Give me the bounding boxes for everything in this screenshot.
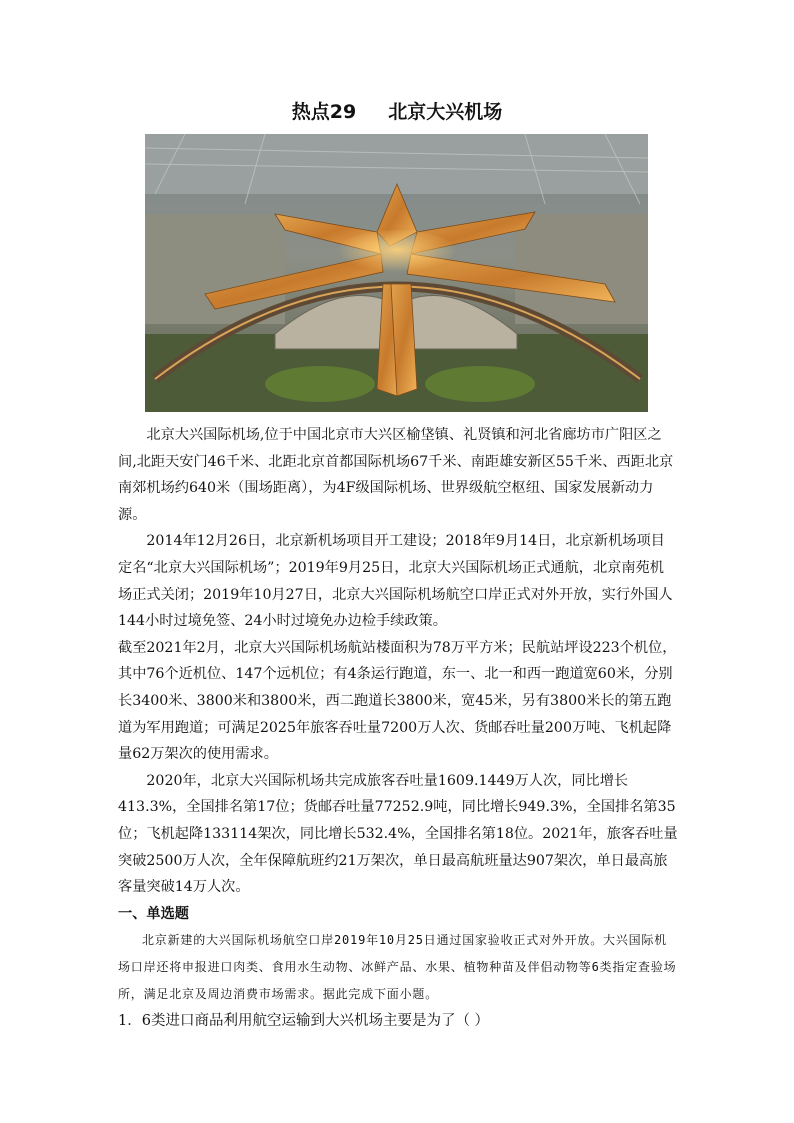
paragraph-history: 2014年12月26日，北京新机场项目开工建设；2018年9月14日，北京新机场项目定名“北京大兴国际机场”；2019年9月25日，北京大兴国际机场正式通航，北京南苑机场正式关闭；2019年10月27日，北京大兴国际机场航空口岸正式对外开放，实行外国人144小时过境免签、24小时过境免办边检手续政策。 — [118, 533, 673, 630]
paragraph-facilities: 截至2021年2月，北京大兴国际机场航站楼面积为78万平方米；民航站坪设223个机位，其中76个近机位、147个远机位；有4条运行跑道，东一、北一和西一跑道宽60米，分别长3400米、3800米和3800米，西二跑道长3800米，宽45米，另有3800米长的第五跑道为军用跑道；可满足2025年旅客吞吐量7200万人次、货邮吞吐量200万吨、飞机起降量62万架次的使用需求。 — [118, 639, 677, 763]
question-material: 北京新建的大兴国际机场航空口岸2019年10月25日通过国家验收正式对外开放。大兴国际机场口岸还将申报进口肉类、食用水生动物、冰鲜产品、水果、植物种苗及伴侣动物等6类指定查验场所，满足北京及周边消费市场需求。据此完成下面小题。 — [118, 933, 677, 1002]
article-body — [118, 422, 678, 1035]
title-topic: 北京大兴机场 — [388, 101, 503, 123]
airport-aerial-photo — [145, 134, 648, 412]
paragraph-statistics: 2020年，北京大兴国际机场共完成旅客吞吐量1609.1449万人次，同比增长413.3%，全国排名第17位；货邮吞吐量77252.9吨，同比增长949.3%，全国排名第35位；飞机起降133114架次，同比增长532.4%，全国排名第18位。2021年，旅客吞吐量突破2500万人次，全年保障航班约21万架次，单日最高航班量达907架次，单日最高旅客量突破14万人次。 — [118, 772, 678, 896]
page-title — [0, 97, 794, 124]
title-label: 热点29 — [291, 101, 357, 123]
section-heading: 一、单选题 — [118, 905, 189, 922]
paragraph-location: 北京大兴国际机场,位于中国北京市大兴区榆垡镇、礼贤镇和河北省廊坊市广阳区之间,北距天安门46千米、北距北京首都国际机场67千米、南距雄安新区55千米、西距北京南郊机场约640米（围场距离），为4F级国际机场、世界级航空枢纽、国家发展新动力源。 — [118, 427, 674, 523]
question-1: 1．6类进口商品利用航空运输到大兴机场主要是为了（ ） — [118, 1013, 490, 1030]
